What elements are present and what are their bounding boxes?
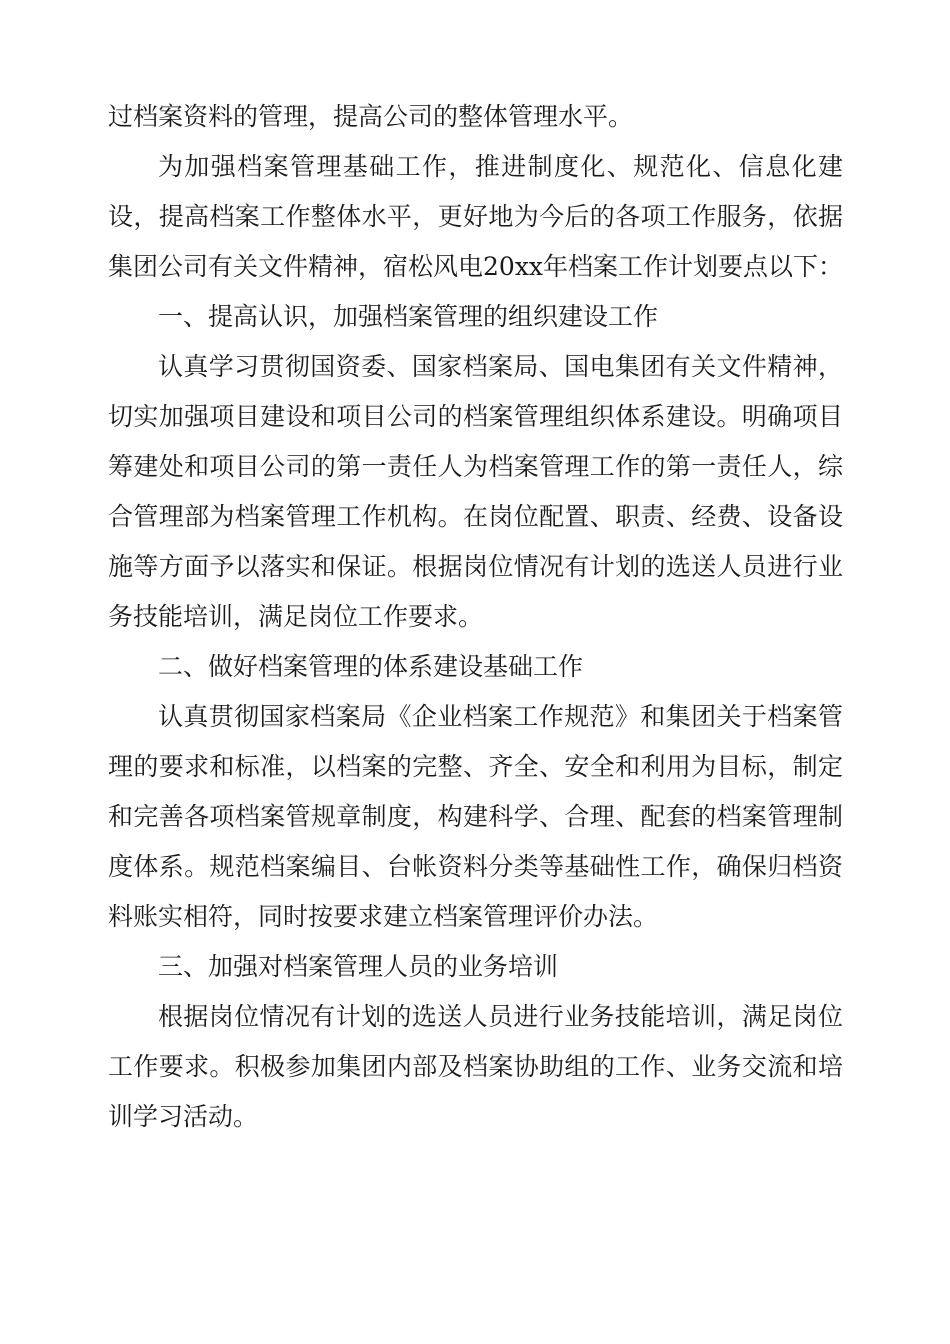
section-heading-2: 二、做好档案管理的体系建设基础工作 [158, 652, 584, 681]
paragraph-intro: 为加强档案管理基础工作，推进制度化、规范化、信息化建设，提高档案工作整体水平，更好地为今后的各项工作服务，依据集团公司有关文件精神，宿松风电20xx年档案工作计划要点以下： [108, 152, 844, 281]
section-heading-1: 一、提高认识，加强档案管理的组织建设工作 [158, 302, 659, 331]
paragraph-continuation: 过档案资料的管理，提高公司的整体管理水平。 [108, 102, 634, 131]
document-body [108, 92, 843, 1142]
section-body-2: 认真贯彻国家档案局《企业档案工作规范》和集团关于档案管理的要求和标准，以档案的完整、齐全、安全和利用为目标，制定和完善各项档案管规章制度，构建科学、合理、配套的档案管理制度体系。规范档案编目、台帐资料分类等基础性工作，确保归档资料账实相符，同时按要求建立档案管理评价办法。 [108, 702, 843, 931]
section-body-1: 认真学习贯彻国资委、国家档案局、国电集团有关文件精神，切实加强项目建设和项目公司的档案管理组织体系建设。明确项目筹建处和项目公司的第一责任人为档案管理工作的第一责任人，综合管理部为档案管理工作机构。在岗位配置、职责、经费、设备设施等方面予以落实和保证。根据岗位情况有计划的选送人员进行业务技能培训，满足岗位工作要求。 [108, 352, 843, 631]
section-heading-3: 三、加强对档案管理人员的业务培训 [158, 952, 559, 981]
section-body-3: 根据岗位情况有计划的选送人员进行业务技能培训，满足岗位工作要求。积极参加集团内部及档案协助组的工作、业务交流和培训学习活动。 [108, 1002, 843, 1131]
